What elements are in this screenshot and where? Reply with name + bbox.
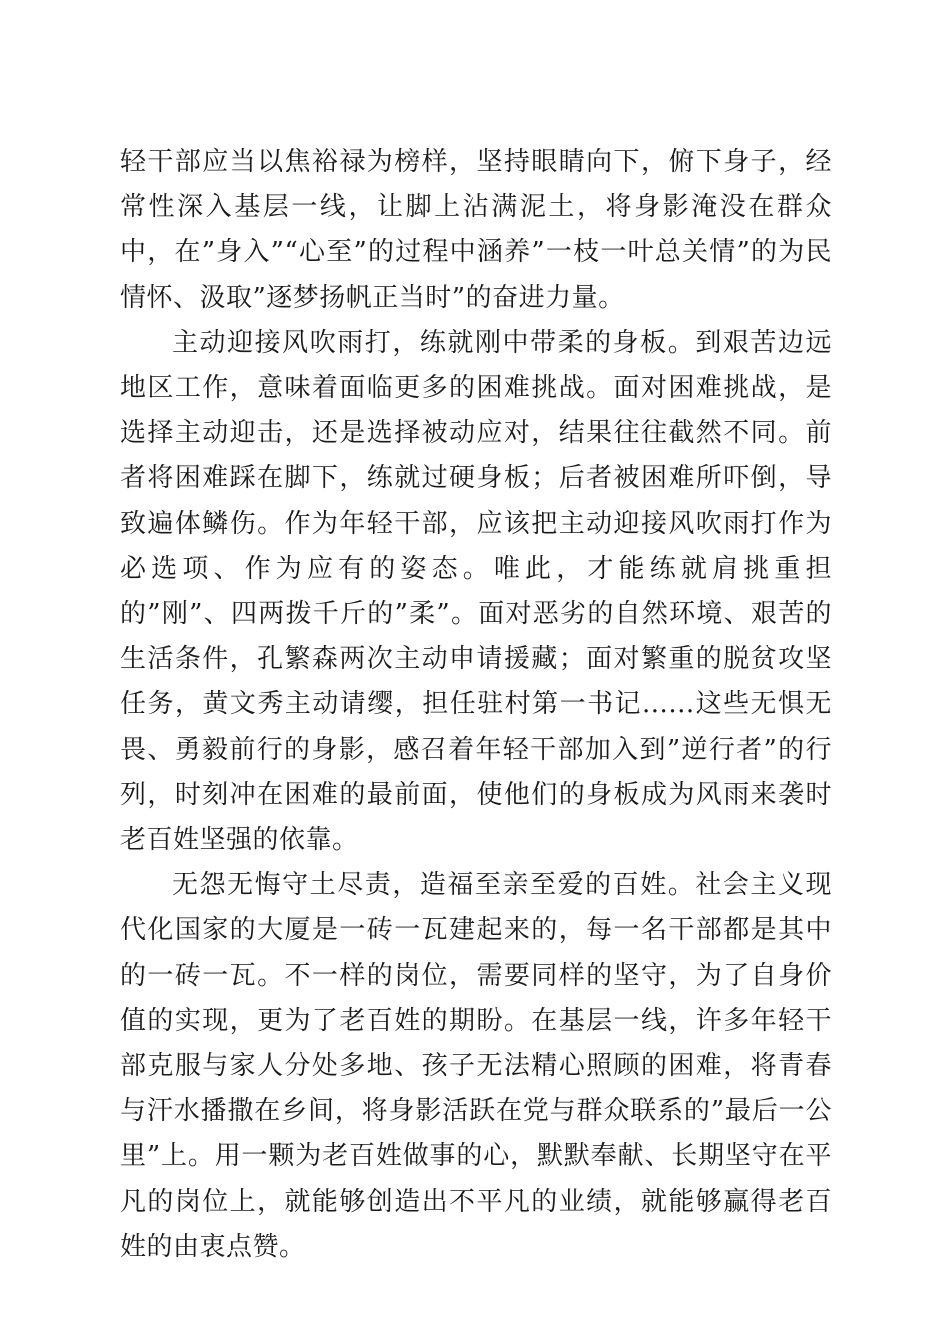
paragraph-body: 主动迎接风吹雨打，练就刚中带柔的身板。到艰苦边远地区工作，意味着面临更多的困难挑战。面对困难挑战，是选择主动迎击，还是选择被动应对，结果往往截然不同。前者将困难踩在脚下，练就过硬身板；后者被困难所吓倒，导致遍体鳞伤。作为年轻干部，应该把主动迎接风吹雨打作为必选项、作为应有的姿态。唯此，才能练就肩挑重担的”刚”、四两拨千斤的”柔”。面对恶劣的自然环境、艰苦的生活条件，孔繁森两次主动申请援藏；面对繁重的脱贫攻坚任务，黄文秀主动请缨，担任驻村第一书记......这些无惧无畏、勇毅前行的身影，感召着年轻干部加入到”逆行者”的行列，时刻冲在困难的最前面，使他们的身板成为风雨来袭时老百姓坚强的依靠。 <box>120 327 832 856</box>
body-text <box>120 140 832 1270</box>
paragraph-continued: 轻干部应当以焦裕禄为榜样，坚持眼睛向下，俯下身子，经常性深入基层一线，让脚上沾满泥土，将身影淹没在群众中，在”身入”“心至”的过程中涵养”一枝一叶总关情”的为民情怀、汲取”逐梦扬帆正当时”的奋进力量。 <box>120 147 832 313</box>
paragraph-body: 无怨无悔守土尽责，造福至亲至爱的百姓。社会主义现代化国家的大厦是一砖一瓦建起来的，每一名干部都是其中的一砖一瓦。不一样的岗位，需要同样的坚守，为了自身价值的实现，更为了老百姓的期盼。在基层一线，许多年轻干部克服与家人分处多地、孩子无法精心照顾的困难，将青春与汗水播撒在乡间，将身影活跃在党与群众联系的”最后一公里”上。用一颗为老百姓做事的心，默默奉献、长期坚守在平凡的岗位上，就能够创造出不平凡的业绩，就能够赢得老百姓的由衷点赞。 <box>120 870 832 1262</box>
